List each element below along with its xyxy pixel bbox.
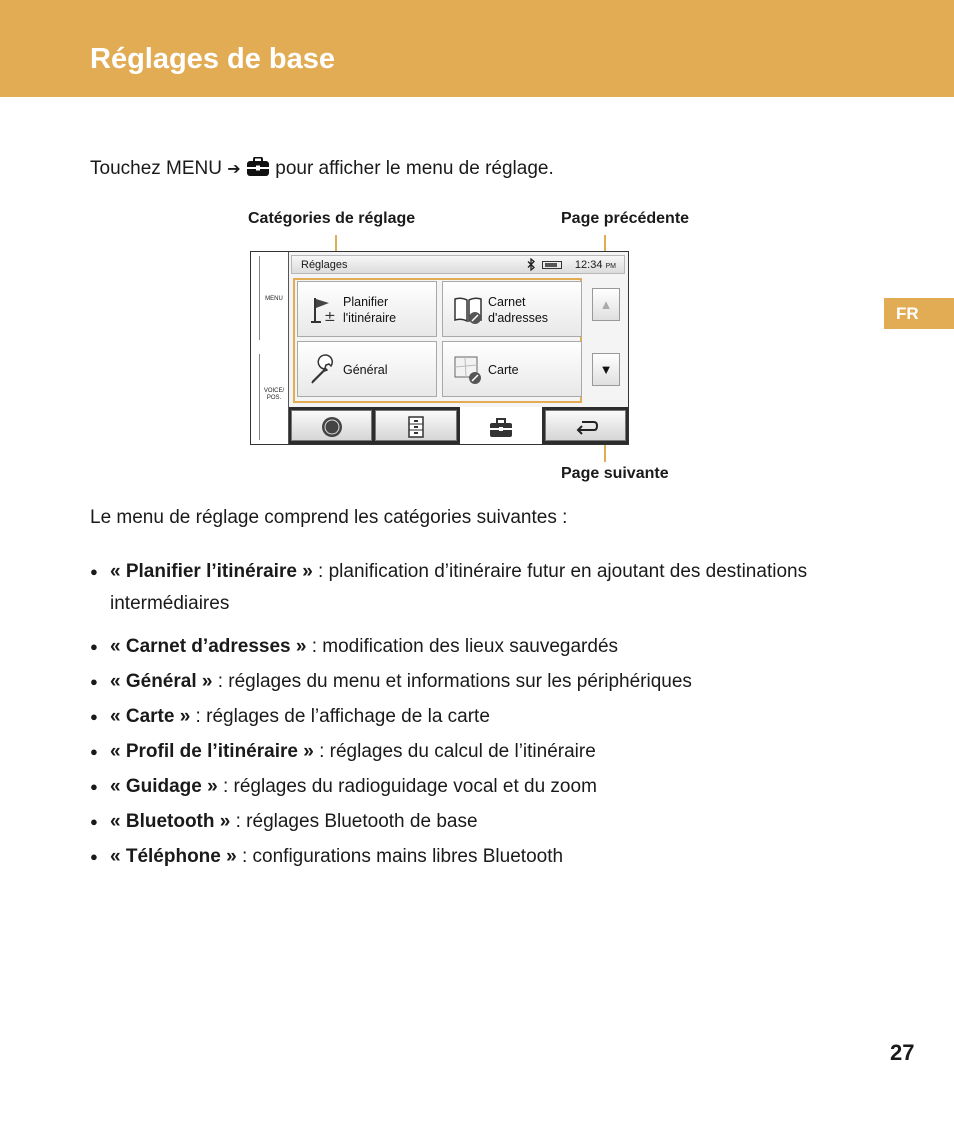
list-item <box>90 556 810 620</box>
list-item <box>90 701 810 733</box>
list-item-term: « Bluetooth » <box>110 811 231 832</box>
screen-title-bar <box>291 255 625 274</box>
list-item <box>90 806 810 838</box>
wrench-icon <box>307 354 339 386</box>
list-item-term: « Téléphone » <box>110 846 237 867</box>
device-display <box>289 252 628 444</box>
toolbox-icon <box>246 157 270 183</box>
list-item-term: « Carte » <box>110 706 191 727</box>
back-button[interactable] <box>545 410 626 441</box>
list-item-desc: : réglages du menu et informations sur les périphériques <box>212 671 692 692</box>
category-plan-route-button[interactable] <box>297 281 437 337</box>
page-up-button[interactable]: ▲ <box>592 288 620 321</box>
category-label-line2: d'adresses <box>488 311 549 325</box>
address-book-icon <box>452 294 484 326</box>
category-label-line1: Planifier <box>343 295 389 309</box>
category-map-button[interactable] <box>442 341 582 397</box>
info-tab-button[interactable] <box>375 410 457 441</box>
callout-categories: Catégories de réglage <box>248 210 416 227</box>
device-screen-illustration <box>250 251 629 445</box>
list-item-desc: : réglages du radioguidage vocal et du zoom <box>217 776 597 797</box>
list-item-desc: : réglages de l’affichage de la carte <box>190 706 490 727</box>
list-item-term: « Planifier l’itinéraire » <box>110 561 313 582</box>
list-item <box>90 771 810 803</box>
list-item <box>90 841 810 873</box>
category-label-line1: Carnet <box>488 295 526 309</box>
intro-line <box>90 157 554 183</box>
clock-time: 12:34 <box>574 259 603 271</box>
body-paragraph: Le menu de réglage comprend les catégories suivantes : <box>90 507 568 528</box>
list-item <box>90 666 810 698</box>
callout-prev-page: Page précédente <box>561 210 690 227</box>
category-general-button[interactable] <box>297 341 437 397</box>
category-label <box>343 294 396 326</box>
voice-pos-hard-button[interactable]: VOICE/ POS. <box>263 388 285 401</box>
page-title: Réglages de base <box>90 43 335 75</box>
svg-text:±: ± <box>324 309 336 325</box>
callout-next-page: Page suivante <box>561 465 669 482</box>
menu-hard-button[interactable]: MENU <box>265 296 283 302</box>
language-tab: FR <box>884 298 954 329</box>
battery-icon <box>542 261 562 269</box>
page-down-button[interactable]: ▼ <box>592 353 620 386</box>
flag-icon <box>307 294 339 326</box>
list-item-term: « Profil de l’itinéraire » <box>110 741 314 762</box>
navigation-tab-button[interactable] <box>291 410 372 441</box>
list-item <box>90 736 810 768</box>
intro-text-before: Touchez MENU <box>90 158 222 179</box>
category-address-book-button[interactable] <box>442 281 582 337</box>
page-header <box>0 0 954 97</box>
list-item-term: « Carnet d’adresses » <box>110 636 307 657</box>
category-label: Général <box>343 363 388 377</box>
page-number: 27 <box>890 1040 915 1065</box>
bottom-toolbar <box>289 407 628 444</box>
list-item <box>90 631 810 663</box>
category-label <box>488 294 548 326</box>
map-settings-icon <box>452 354 484 386</box>
intro-text-after: pour afficher le menu de réglage. <box>275 158 554 179</box>
cabinet-icon <box>405 425 427 442</box>
device-side-panel <box>251 252 289 444</box>
list-item-desc: : modification des lieux sauvegardés <box>306 636 619 657</box>
list-item-term: « Guidage » <box>110 776 218 797</box>
screen-title: Réglages <box>301 259 348 271</box>
list-item-desc: : planification d’itinéraire futur en ajoutant des destinations intermédiaires <box>110 561 808 614</box>
clock-ampm: PM <box>605 263 616 270</box>
list-item-desc: : réglages du calcul de l’itinéraire <box>313 741 596 762</box>
category-label-line2: l'itinéraire <box>343 311 397 325</box>
settings-tab-button[interactable] <box>460 407 542 444</box>
category-list <box>90 556 810 876</box>
bluetooth-icon <box>527 258 536 274</box>
toolbox-icon <box>488 427 514 444</box>
clock <box>575 259 616 271</box>
arrow-icon: ➔ <box>227 161 241 178</box>
category-label: Carte <box>488 363 519 377</box>
list-item-term: « Général » <box>110 671 213 692</box>
back-icon <box>573 425 599 442</box>
list-item-desc: : configurations mains libres Bluetooth <box>236 846 564 867</box>
list-item-desc: : réglages Bluetooth de base <box>230 811 478 832</box>
compass-icon <box>319 425 345 442</box>
